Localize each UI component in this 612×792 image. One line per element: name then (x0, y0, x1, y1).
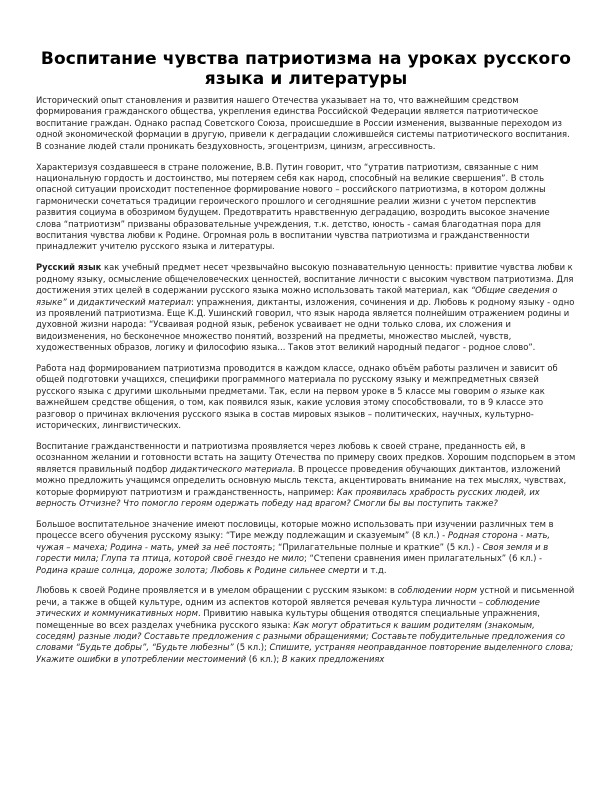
paragraph-text: и (66, 296, 78, 307)
paragraph-text: ; “Прилагательные полные и краткие” (5 кл.) - (272, 541, 483, 552)
paragraph (36, 585, 576, 665)
italic-text: Как могут обратиться к вашим родителям (знакомым, соседям) разные люди? Составьте предложения с разными обращениями; Составьте побудительные предложения со словами “Будьте добры”, “Будьте любезны” (36, 619, 566, 653)
paragraph-text: . Привитию навыка культуры общения отводятся специальные упражнения, помещенные во всех разделах учебника русского языка: (36, 608, 540, 630)
paragraph-text: Работа над формированием патриотизма проводится в каждом классе, однако объём работы различен и зависит об общей подготовки учащихся, специфики программного материала по русскому языку и межпредметных связей русского языка с другими школьными предметами. Так, если на первом уроке в 5 классе мы говорим (36, 363, 558, 396)
paragraph-text: . В процессе проведения обучающих диктантов, изложений можно предложить учащимся определить основную мысль текста, акцентировать внимание на тех мыслях, чувствах, которые формируют патриотизм и гражданственность, например: (36, 463, 567, 497)
paragraph-text: : упражнения, диктанты, изложения, сочинения и др. Любовь к родному языку - одно из проявлений патриотизма. Еще К.Д. Ушинский говорил, что язык народа является полнейшим отражением родины и духовной жизни народа: “Усваивая родной язык, ребенок усваивает не одни только слова, их сложения и видоизменения, но бесконечное множество понятий, воззрений на предметы, множество мыслей, чувств, художественных образов, логику и философию языка... Таков этот великий народный педагог - родное слово”. (36, 296, 575, 353)
paragraph-text: Большое воспитательное значение имеют пословицы, которые можно использовать при изучении различных тем в процессе всего обучения русскому языку: “Тире между подлежащим и сказуемым” (8 кл.) - (36, 518, 554, 541)
paragraph (36, 95, 576, 152)
paragraph-text: как важнейшем средстве общения, о том, как появился язык, какие условия этому способствовали, то в 9 классе это разговор о причинах включения русского языка в состав мировых языков – политических, научных, культурно-исторических, лингвистических. (36, 385, 545, 431)
paragraph (36, 162, 576, 253)
paragraph-text: (6 кл.); (246, 653, 282, 664)
paragraph-text: и т.д. (359, 564, 387, 575)
paragraph-text: устной и письменной речи, а также в общей культуре, одним из аспектов которой является речевая культура личности – (36, 585, 575, 607)
italic-text: соблюдении норм (397, 585, 477, 596)
italic-text: Как проявилась храбрость русских людей, их верность Отчизне? Что помогло героям одержать победу над врагом? Смогли бы вы поступить также? (36, 486, 540, 508)
bold-text: Русский язык (36, 262, 102, 273)
paragraph (36, 519, 576, 576)
paragraph-text: Характеризуя создавшееся в стране положение, В.В. Путин говорит, что “утратив патриотизм, связанные с ним национальную гордость и достоинство, мы потеряем себя как народ, способный на великие свершения”. В столь опасной ситуации происходит постепенное формирование нового – российского патриотизма, в котором должны гармонически сочетаться традиции героического прошлого и сегодняшние реалии жизни с учетом перспектив развития социума в обозримом будущем. Предотвратить нравственную деградацию, возродить высокое значение слова “патриотизм” призваны образовательные учреждения, т.к. детство, юность - самая благодатная пора для воспитания чувства любви к Родине. Огромная роль в воспитании чувства патриотизма и гражданственности принадлежит учителю русского языка и литературы. (36, 161, 550, 252)
paragraph-text: Воспитание гражданственности и патриотизма проявляется через любовь к своей стране, преданность ей, в осознанном желании и готовности встать на защиту Отечества по примеру своих предков. Хорошим подспорьем в этом является правильный подбор (36, 440, 576, 474)
italic-text: Родная сторона - мать, чужая – мачеха; Родина - мать, умей за неё постоять (36, 530, 551, 552)
paragraph (36, 441, 576, 509)
italic-text: о языке (492, 385, 527, 396)
italic-text: В каких предложениях (281, 653, 385, 664)
italic-text: Родина краше солнца, дороже золота; Любовь к Родине сильнее смерти (36, 564, 360, 575)
paragraph-text: как учебный предмет несет чрезвычайно высокую познавательную ценность: привитие чувства любви к родному языку, осмысление общечеловеческих ценностей, воспитание личности с высоким чувством патриотизма. Для достижения этих целей в содержании русского языка можно использовать такой материал, как (36, 262, 574, 296)
paragraph-text: Исторический опыт становления и развития нашего Отечества указывает на то, что важнейшим средством формирования гражданского общества, укрепления единства Российской Федерации является патриотическое воспитание граждан. Однако распад Советского Союза, происшедшие в России изменения, вызванные переходом из одной экономической формации в другую, привели к деградации сложившейся системы патриотического воспитания. В сознание людей стали проникать бездуховность, эгоцентризм, цинизм, агрессивность. (36, 95, 570, 151)
paragraph-text: Любовь к своей Родине проявляется и в умелом обращении с русским языком: в (36, 585, 398, 596)
italic-text: соблюдение этических и коммуникативных норм (36, 596, 540, 619)
document-body (36, 95, 576, 665)
paragraph-text: ; “Степени сравнения имен прилагательных” (6 кл.) - (303, 553, 543, 564)
paragraph-text: (5 кл.); (233, 642, 270, 653)
paragraph (36, 262, 576, 353)
italic-text: Своя земля и в горести мила; Глупа та птица, которой своё гнездо не мило (36, 541, 549, 564)
italic-text: “Общие сведения о языке” (36, 285, 558, 307)
italic-text: Спишите, устраняя неоправданное повторение выделенного слова; Укажите ошибки в употреблении местоимений (36, 642, 574, 664)
paragraph (36, 363, 576, 431)
italic-text: дидактический материал (77, 296, 192, 307)
italic-text: дидактического материала (170, 463, 293, 474)
document-title: Воспитание чувства патриотизма на уроках русского языка и литературы (40, 49, 572, 89)
